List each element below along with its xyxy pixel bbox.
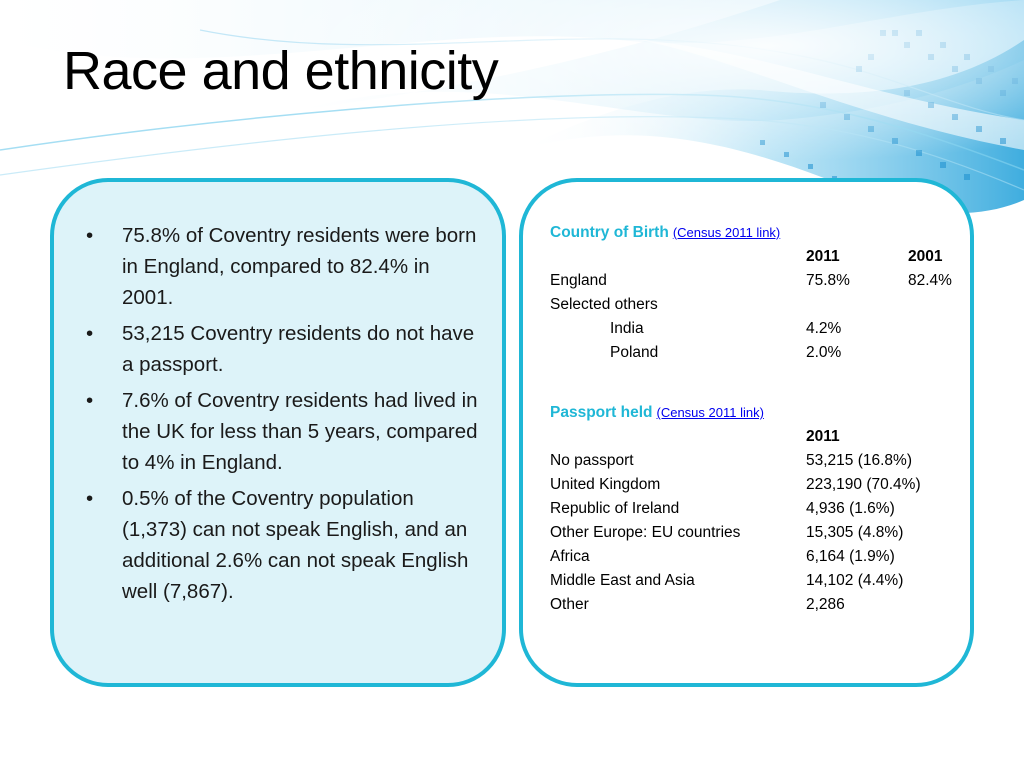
row-value-2001 <box>908 317 965 341</box>
bullet-item <box>82 385 484 478</box>
row-value-2011: 75.8% <box>806 272 850 289</box>
row-value-2011: 15,305 (4.8%) <box>806 524 904 541</box>
column-header-2011: 2011 <box>806 248 840 265</box>
row-value-2001 <box>908 341 965 365</box>
passport-held-heading: Passport held <box>550 404 653 421</box>
table-row <box>550 593 965 617</box>
row-value-2011 <box>806 293 908 317</box>
table-row <box>550 569 965 593</box>
table-row <box>550 293 965 317</box>
row-label: No passport <box>550 452 634 469</box>
header-spacer <box>550 425 806 449</box>
passport-held-header-row <box>550 425 965 449</box>
passport-held-heading-row <box>550 401 965 425</box>
row-label: United Kingdom <box>550 476 661 493</box>
row-label: India <box>610 320 644 337</box>
row-value-2011: 14,102 (4.4%) <box>806 572 904 589</box>
row-label: Other Europe: EU countries <box>550 524 741 541</box>
table-row <box>550 473 965 497</box>
table-row <box>550 341 965 365</box>
row-label: Selected others <box>550 296 658 313</box>
row-label: England <box>550 272 607 289</box>
table-row <box>550 449 965 473</box>
bullet-text: 53,215 Coventry residents do not have a passport. <box>122 322 475 376</box>
row-value-2011: 4.2% <box>806 320 842 337</box>
bullet-icon: • <box>86 389 94 412</box>
table-row <box>550 317 965 341</box>
census-link-country-of-birth[interactable]: (Census 2011 link) <box>672 225 781 240</box>
table-row <box>550 269 965 293</box>
bullet-icon: • <box>86 224 94 247</box>
row-label: Republic of Ireland <box>550 500 680 517</box>
row-label: Middle East and Asia <box>550 572 695 589</box>
row-value-2011: 2,286 <box>806 596 845 613</box>
table-row <box>550 545 965 569</box>
bullet-text: 75.8% of Coventry residents were born in England, compared to 82.4% in 2001. <box>122 224 477 309</box>
row-value-2001: 82.4% <box>908 272 952 289</box>
header-spacer <box>550 245 806 269</box>
row-label: Africa <box>550 548 590 565</box>
row-value-2011: 6,164 (1.9%) <box>806 548 895 565</box>
country-of-birth-header-row <box>550 245 965 269</box>
census-link-passport-held[interactable]: (Census 2011 link) <box>656 405 764 420</box>
data-panel-content <box>550 221 965 617</box>
row-label: Other <box>550 596 589 613</box>
table-row <box>550 521 965 545</box>
bullet-item <box>82 483 484 607</box>
row-value-2011: 223,190 (70.4%) <box>806 476 921 493</box>
summary-panel <box>50 178 506 687</box>
slide-title: Race and ethnicity <box>63 41 499 101</box>
bullet-list <box>82 220 484 612</box>
bullet-icon: • <box>86 487 94 510</box>
bullet-item <box>82 220 484 313</box>
country-of-birth-heading: Country of Birth <box>550 224 669 241</box>
bullet-icon: • <box>86 322 94 345</box>
row-value-2011: 2.0% <box>806 344 842 361</box>
bullet-text: 7.6% of Coventry residents had lived in the UK for less than 5 years, compared to 4% in England. <box>122 389 478 474</box>
row-label: Poland <box>610 344 659 361</box>
section-spacer <box>550 389 965 401</box>
bullet-text: 0.5% of the Coventry population (1,373) can not speak English, and an additional 2.6% can not speak English well (7,867). <box>122 487 469 603</box>
column-header-2001: 2001 <box>908 248 943 265</box>
data-panel <box>519 178 974 687</box>
row-value-2011: 53,215 (16.8%) <box>806 452 912 469</box>
section-spacer <box>550 365 965 389</box>
row-value-2011: 4,936 (1.6%) <box>806 500 895 517</box>
country-of-birth-heading-row <box>550 221 965 245</box>
column-header-2011: 2011 <box>806 428 840 445</box>
table-row <box>550 497 965 521</box>
bullet-item <box>82 318 484 380</box>
row-value-2001 <box>908 293 965 317</box>
